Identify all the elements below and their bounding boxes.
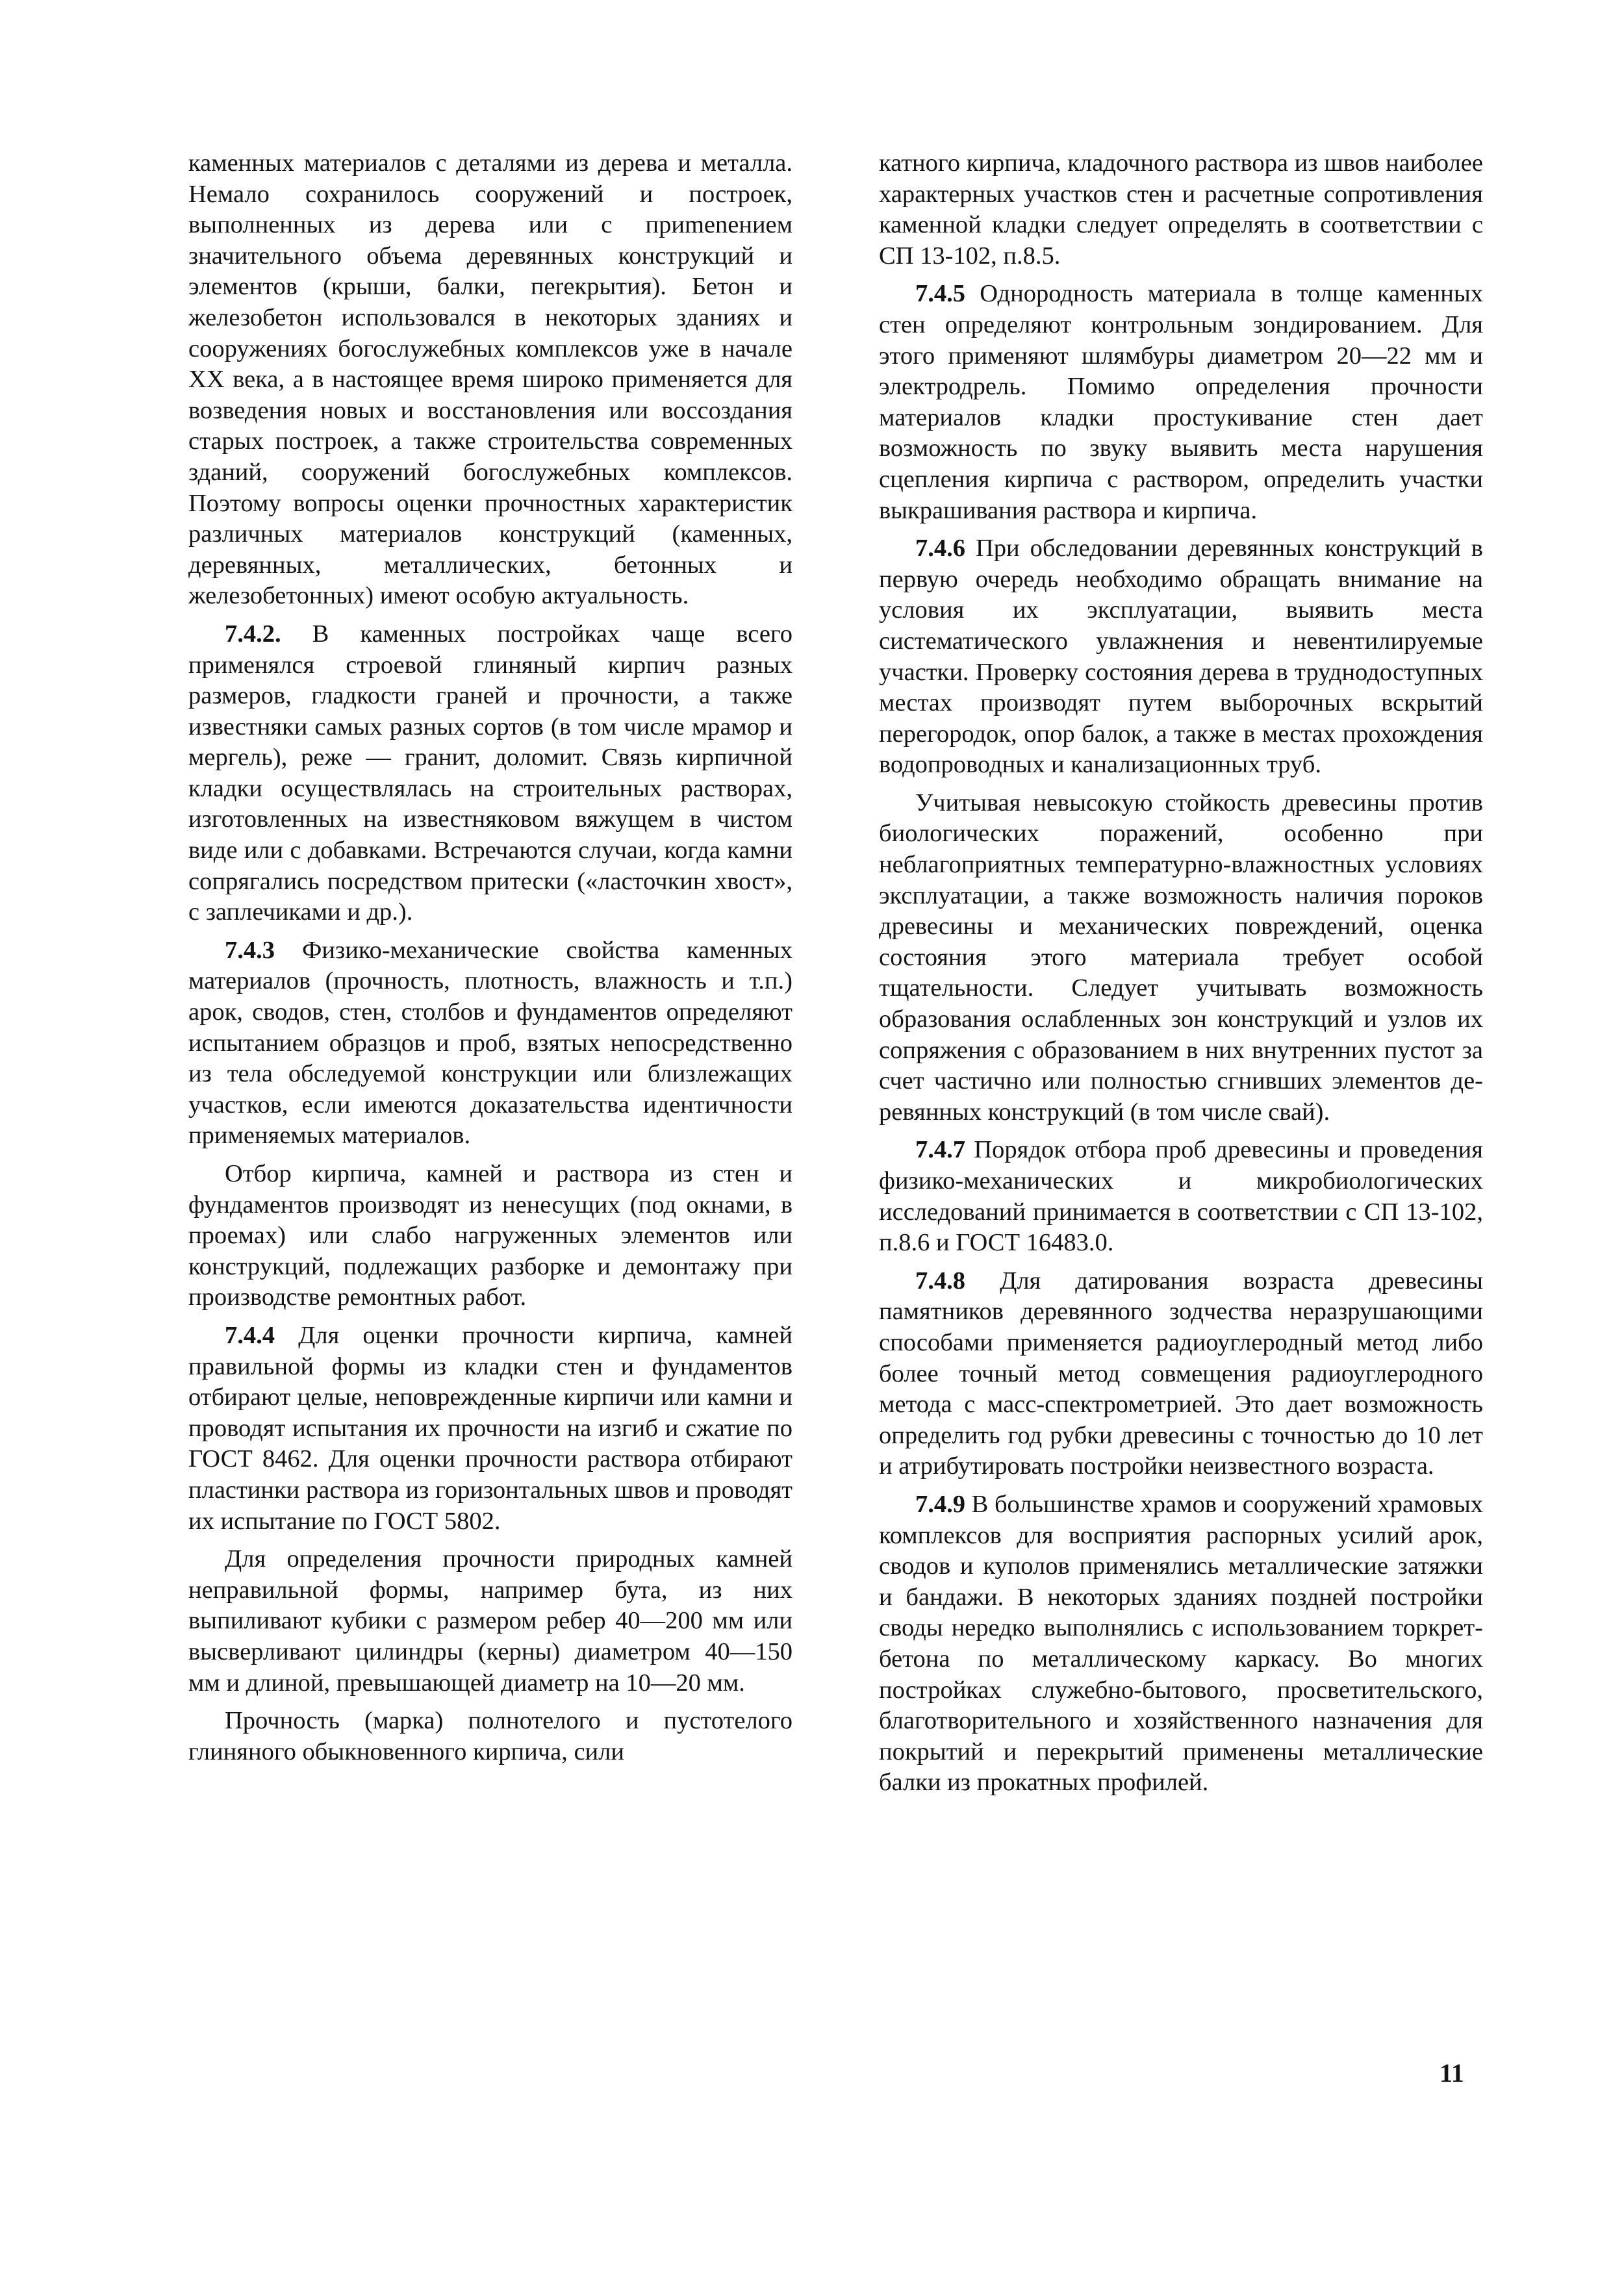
paragraph-continuation [879, 148, 1483, 272]
section-number: 7.4.4 [225, 1321, 275, 1349]
section-number: 7.4.5 [915, 280, 965, 308]
section-number: 7.4.9 [915, 1490, 965, 1518]
paragraph-7-4-4 [188, 1320, 793, 1537]
paragraph-continuation [188, 148, 793, 612]
right-text-column [879, 148, 1483, 1799]
paragraph-text: В каменных постройках чаще всего применялся строевой глиняный кирпич разных размеров, гладкости граней и прочности, а также известняки самых разных сортов (в том числе мрамор и мергель), реже — гранит, доломит. Связь кирпичной кладки осуществлялась на строительных растворах, изготовленных на известняковом вяжущем в чистом виде или с добавками. Встречаются случаи, когда камни сопрягались посредством притески («ласточкин хвост», с заплечиками и др.). [188, 620, 793, 926]
section-number: 7.4.8 [915, 1267, 965, 1295]
paragraph-7-4-8 [879, 1266, 1483, 1482]
paragraph-text: Для определения прочности природных камней неправильной формы, например бута, из них выпиливают кубики с размером ребер 40—200 мм или высверливают цилиндры (керны) диаметром 40—150 мм и длиной, превышающей диаметр на 10—20 мм. [188, 1545, 793, 1697]
paragraph-text: Для датирования возраста древесины памятников деревянного зодчества неразрушающими способами применяется радиоуглеродный метод либо более точный метод совмещения радиоуглеродного метода с масс-спектрометрией. Это дает возможность определить год рубки древесины с точностью до 10 лет и атрибутировать постройки неизвестного возраста. [879, 1267, 1483, 1480]
section-number: 7.4.3 [225, 936, 275, 964]
paragraph-text: При обследовании деревянных конструкций в первую очередь необходимо обращать внимание на условия их эксплуатации, выявить места систематического увлажнения и невентилируемые участки. Проверку состояния дерева в труднодоступных местах производят путем выборочных вскрытий перегородок, опор балок, а также в местах прохождения водопроводных и канализационных труб. [879, 535, 1483, 779]
paragraph-text: Однородность материала в толще каменных стен определяют контрольным зондированием. Для этого применяют шлямбуры диаметром 20—22 мм и электродрель. Помимо определения прочности материалов кладки простукивание стен дает возможность по звуку выявить места нарушения сцепления кирпича с раствором, определить участки выкрашивания раствора и кирпича. [879, 280, 1483, 524]
paragraph-wood-resistance [879, 788, 1483, 1128]
paragraph-text: Порядок отбора проб древесины и проведения физико-механических и микробиологических исследований принимается в соответствии с СП 13-102, п.8.6 и ГОСТ 16483.0. [879, 1136, 1483, 1257]
paragraph-7-4-9 [879, 1489, 1483, 1799]
section-number: 7.4.2. [225, 620, 281, 648]
paragraph-text: катного кирпича, кладочного раствора из швов наиболее характерных участков стен и расчетные сопротивления каменной кладки следует определять в соответствии с СП 13-102, п.8.5. [879, 149, 1483, 270]
section-number: 7.4.7 [915, 1136, 965, 1164]
paragraph-sampling [188, 1159, 793, 1313]
paragraph-7-4-5 [879, 279, 1483, 526]
left-text-column [188, 148, 793, 1767]
paragraph-7-4-3 [188, 935, 793, 1152]
page-number: 11 [1440, 2058, 1464, 2088]
paragraph-text: Отбор кирпича, камней и раствора из стен и фундаментов производят из ненесущих (под окнами, в проемах) или слабо нагруженных элементов или конструкций, подлежащих разборке и демонтажу при производстве ремонтных работ. [188, 1160, 793, 1311]
section-number: 7.4.6 [915, 535, 965, 562]
paragraph-brick-strength [188, 1706, 793, 1767]
paragraph-natural-stone [188, 1544, 793, 1699]
paragraph-7-4-7 [879, 1135, 1483, 1258]
paragraph-text: каменных материалов с деталями из дерева и металла. Немало сохранилось сооружений и построек, выполненных из дерева или с приmenением значительного объема деревянных конструкций и элементов (крыши, балки, пеrекрытия). Бетон и железобетон использовался в некоторых зданиях и сооружениях богослужебных комплексов уже в начале XX века, а в настоящее время широко применяется для возведения новых и восстановления или воссоздания старых построек, а также строительства современных зданий, сооружений богослужебных комплексов. Поэтому вопросы оценки прочностных характеристик различных материалов конструкций (каменных, деревянных, металлических, бетонных и железобетонных) имеют особую актуальность. [188, 149, 793, 610]
paragraph-text: В большинстве храмов и сооружений храмовых комплексов для восприятия распорных усилий арок, сводов и куполов применялись металлические затяжки и бандажи. В некоторых зданиях поздней постройки своды нередко выполнялись с использованием торкретбетона по металлическому каркасу. Во многих постройках служебно-бытового, просветительского, благотворительного и хозяйственного назначения для покрытий и перекрытий применены металлические балки из прокатных профилей. [879, 1490, 1483, 1797]
paragraph-text: Учитывая невысокую стойкость древесины против биологических поражений, особенно при неблагоприятных температурно-влажностных условиях эксплуатации, а также возможность наличия пороков древесины и механических повреждений, оценка состояния этого материала требует особой тщательности. Следует учитывать возможность образования ослабленных зон конструкций и узлов их сопряжения с образованием в них внутренних пустот за счет частично или полностью сгнивших элементов деревянных конструкций (в том числе свай). [879, 789, 1483, 1126]
paragraph-text: Физико-механические свойства каменных материалов (прочность, плотность, влажность и т.п.) арок, сводов, стен, столбов и фундаментов определяют испытанием образцов и проб, взятых непосредственно из тела обследуемой конструкции или близлежащих участков, если имеются доказательства идентичности применяемых материалов. [188, 936, 793, 1150]
paragraph-text: Для оценки прочности кирпича, камней правильной формы из кладки стен и фундаментов отбирают целые, неповрежденные кирпичи или камни и проводят испытания их прочности на изгиб и сжатие по ГОСТ 8462. Для оценки прочности раствора отбирают пластинки раствора из горизонтальных швов и проводят их испытание по ГОСТ 5802. [188, 1321, 793, 1535]
paragraph-7-4-2 [188, 619, 793, 928]
paragraph-7-4-6 [879, 533, 1483, 781]
paragraph-text: Прочность (марка) полнотелого и пустотелого глиняного обыкновенного кирпича, сили [188, 1707, 793, 1765]
